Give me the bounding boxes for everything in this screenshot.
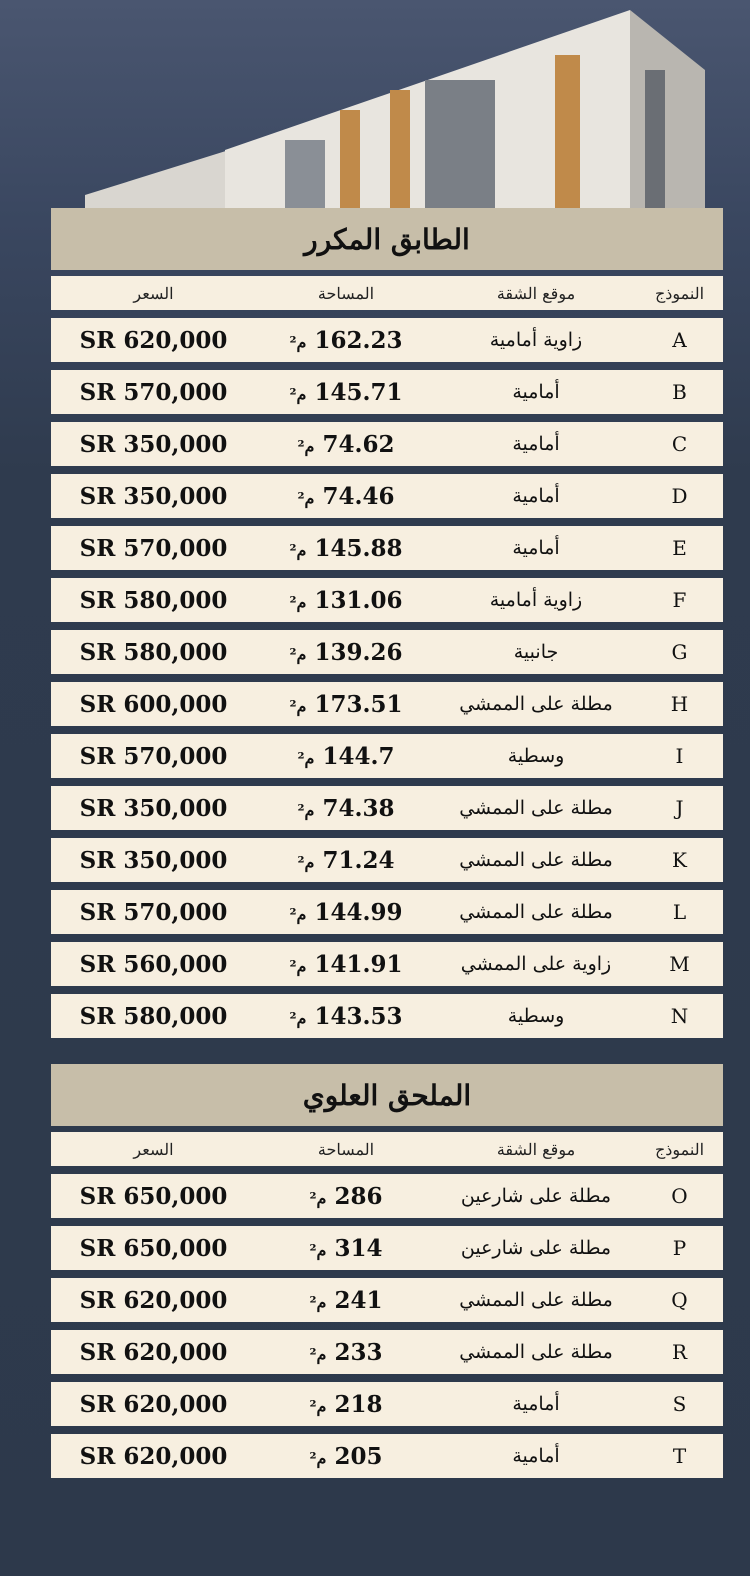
price-cell: SR 620,000 [79, 1286, 228, 1314]
area-cell [256, 1443, 436, 1470]
model-cell: F [672, 588, 687, 612]
area-cell [256, 1391, 436, 1418]
area-unit: م² [289, 1008, 307, 1028]
area-unit: م² [289, 540, 307, 560]
table-row [51, 682, 723, 726]
model-cell: D [671, 484, 688, 508]
model-cell: C [671, 432, 688, 456]
price-cell: SR 580,000 [79, 586, 228, 614]
price-cell: SR 650,000 [79, 1182, 228, 1210]
column-header-area: المساحة [317, 1139, 375, 1159]
section-title: الطابق المكرر [51, 208, 723, 270]
location-cell: مطلة على الممشي [459, 1341, 613, 1363]
table-row [51, 630, 723, 674]
area-cell [256, 587, 436, 614]
price-cell: SR 570,000 [79, 378, 228, 406]
area-unit: م² [297, 436, 315, 456]
model-cell: S [672, 1392, 687, 1416]
model-cell: E [672, 536, 687, 560]
area-unit: م² [309, 1188, 327, 1208]
price-cell: SR 580,000 [79, 1002, 228, 1030]
location-cell: مطلة على شارعين [460, 1185, 612, 1207]
location-cell: مطلة على الممشي [459, 849, 613, 871]
area-value: 233 [334, 1338, 383, 1366]
area-value: 162.23 [314, 326, 403, 354]
area-value: 145.71 [314, 378, 403, 406]
location-cell: زاوية أمامية [489, 589, 583, 611]
table-header [51, 276, 723, 310]
location-cell: مطلة على الممشي [459, 901, 613, 923]
area-cell [256, 1235, 436, 1262]
location-cell: مطلة على الممشي [459, 1289, 613, 1311]
area-unit: م² [289, 696, 307, 716]
area-unit: م² [297, 488, 315, 508]
section-repeated-floor [51, 208, 723, 1038]
area-cell [256, 1183, 436, 1210]
area-value: 314 [334, 1234, 383, 1262]
location-cell: أمامية [512, 485, 560, 507]
column-header-model: النموذج [654, 283, 705, 303]
area-unit: م² [309, 1240, 327, 1260]
area-cell [256, 639, 436, 666]
model-cell: Q [671, 1288, 688, 1312]
section-upper-annex [51, 1064, 723, 1478]
area-value: 74.46 [322, 482, 395, 510]
table-row [51, 474, 723, 518]
price-cell: SR 570,000 [79, 742, 228, 770]
table-row [51, 318, 723, 362]
column-header-location: موقع الشقة [496, 283, 576, 303]
area-value: 144.99 [314, 898, 403, 926]
price-cell: SR 570,000 [79, 534, 228, 562]
table-row [51, 838, 723, 882]
area-cell [256, 795, 436, 822]
area-cell [256, 743, 436, 770]
location-cell: مطلة على الممشي [459, 797, 613, 819]
model-cell: N [670, 1004, 689, 1028]
area-value: 286 [334, 1182, 383, 1210]
area-cell [256, 327, 436, 354]
table-row [51, 1434, 723, 1478]
table-row [51, 370, 723, 414]
area-value: 241 [334, 1286, 383, 1314]
model-cell: M [669, 952, 690, 976]
table-row [51, 526, 723, 570]
model-cell: I [675, 744, 684, 768]
location-cell: وسطية [507, 1005, 565, 1027]
table-row [51, 1278, 723, 1322]
location-cell: زاوية على الممشي [460, 953, 612, 975]
model-cell: O [671, 1184, 688, 1208]
area-unit: م² [289, 904, 307, 924]
area-value: 141.91 [314, 950, 403, 978]
area-cell [256, 899, 436, 926]
column-header-price: السعر [133, 283, 174, 303]
model-cell: J [675, 796, 684, 820]
area-cell [256, 1003, 436, 1030]
column-header-model: النموذج [654, 1139, 705, 1159]
area-unit: م² [289, 384, 307, 404]
area-cell [256, 847, 436, 874]
area-value: 131.06 [314, 586, 403, 614]
area-value: 74.38 [322, 794, 395, 822]
area-unit: م² [309, 1292, 327, 1312]
area-value: 71.24 [322, 846, 395, 874]
area-cell [256, 483, 436, 510]
area-cell [256, 431, 436, 458]
price-cell: SR 560,000 [79, 950, 228, 978]
model-cell: P [672, 1236, 687, 1260]
model-cell: A [672, 328, 687, 352]
table-row [51, 942, 723, 986]
table-row [51, 578, 723, 622]
location-cell: أمامية [512, 537, 560, 559]
price-cell: SR 650,000 [79, 1234, 228, 1262]
area-value: 145.88 [314, 534, 403, 562]
area-cell [256, 1287, 436, 1314]
location-cell: زاوية أمامية [489, 329, 583, 351]
table-row [51, 422, 723, 466]
price-cell: SR 580,000 [79, 638, 228, 666]
location-cell: وسطية [507, 745, 565, 767]
area-cell [256, 691, 436, 718]
model-cell: G [671, 640, 688, 664]
column-header-price: السعر [133, 1139, 174, 1159]
table-row [51, 734, 723, 778]
area-unit: م² [297, 800, 315, 820]
location-cell: أمامية [512, 1393, 560, 1415]
building-illustration [85, 10, 705, 210]
model-cell: B [672, 380, 687, 404]
table-row [51, 1226, 723, 1270]
price-cell: SR 600,000 [79, 690, 228, 718]
table-row [51, 1174, 723, 1218]
price-cell: SR 350,000 [79, 482, 228, 510]
table-row [51, 786, 723, 830]
table-row [51, 994, 723, 1038]
area-unit: م² [309, 1448, 327, 1468]
location-cell: أمامية [512, 1445, 560, 1467]
area-cell [256, 1339, 436, 1366]
table-row [51, 890, 723, 934]
price-cell: SR 620,000 [79, 1390, 228, 1418]
price-cell: SR 350,000 [79, 846, 228, 874]
area-cell [256, 535, 436, 562]
table-row [51, 1330, 723, 1374]
area-value: 143.53 [314, 1002, 403, 1030]
price-cell: SR 350,000 [79, 430, 228, 458]
table-header [51, 1132, 723, 1166]
area-value: 218 [334, 1390, 383, 1418]
price-cell: SR 620,000 [79, 326, 228, 354]
model-cell: H [670, 692, 689, 716]
price-cell: SR 350,000 [79, 794, 228, 822]
price-cell: SR 620,000 [79, 1338, 228, 1366]
area-unit: م² [309, 1344, 327, 1364]
area-value: 74.62 [322, 430, 395, 458]
model-cell: R [671, 1340, 688, 1364]
location-cell: جانبية [513, 641, 559, 663]
model-cell: T [672, 1444, 687, 1468]
price-cell: SR 570,000 [79, 898, 228, 926]
location-cell: أمامية [512, 433, 560, 455]
column-header-location: موقع الشقة [496, 1139, 576, 1159]
area-value: 205 [334, 1442, 383, 1470]
area-unit: م² [297, 748, 315, 768]
area-unit: م² [309, 1396, 327, 1416]
area-unit: م² [297, 852, 315, 872]
area-cell [256, 951, 436, 978]
area-unit: م² [289, 592, 307, 612]
location-cell: مطلة على شارعين [460, 1237, 612, 1259]
area-unit: م² [289, 332, 307, 352]
price-cell: SR 620,000 [79, 1442, 228, 1470]
model-cell: K [672, 848, 687, 872]
area-unit: م² [289, 644, 307, 664]
area-cell [256, 379, 436, 406]
location-cell: أمامية [512, 381, 560, 403]
location-cell: مطلة على الممشي [459, 693, 613, 715]
column-header-area: المساحة [317, 283, 375, 303]
model-cell: L [672, 900, 687, 924]
area-value: 173.51 [314, 690, 403, 718]
area-unit: م² [289, 956, 307, 976]
section-title: الملحق العلوي [51, 1064, 723, 1126]
table-row [51, 1382, 723, 1426]
area-value: 144.7 [322, 742, 395, 770]
area-value: 139.26 [314, 638, 403, 666]
